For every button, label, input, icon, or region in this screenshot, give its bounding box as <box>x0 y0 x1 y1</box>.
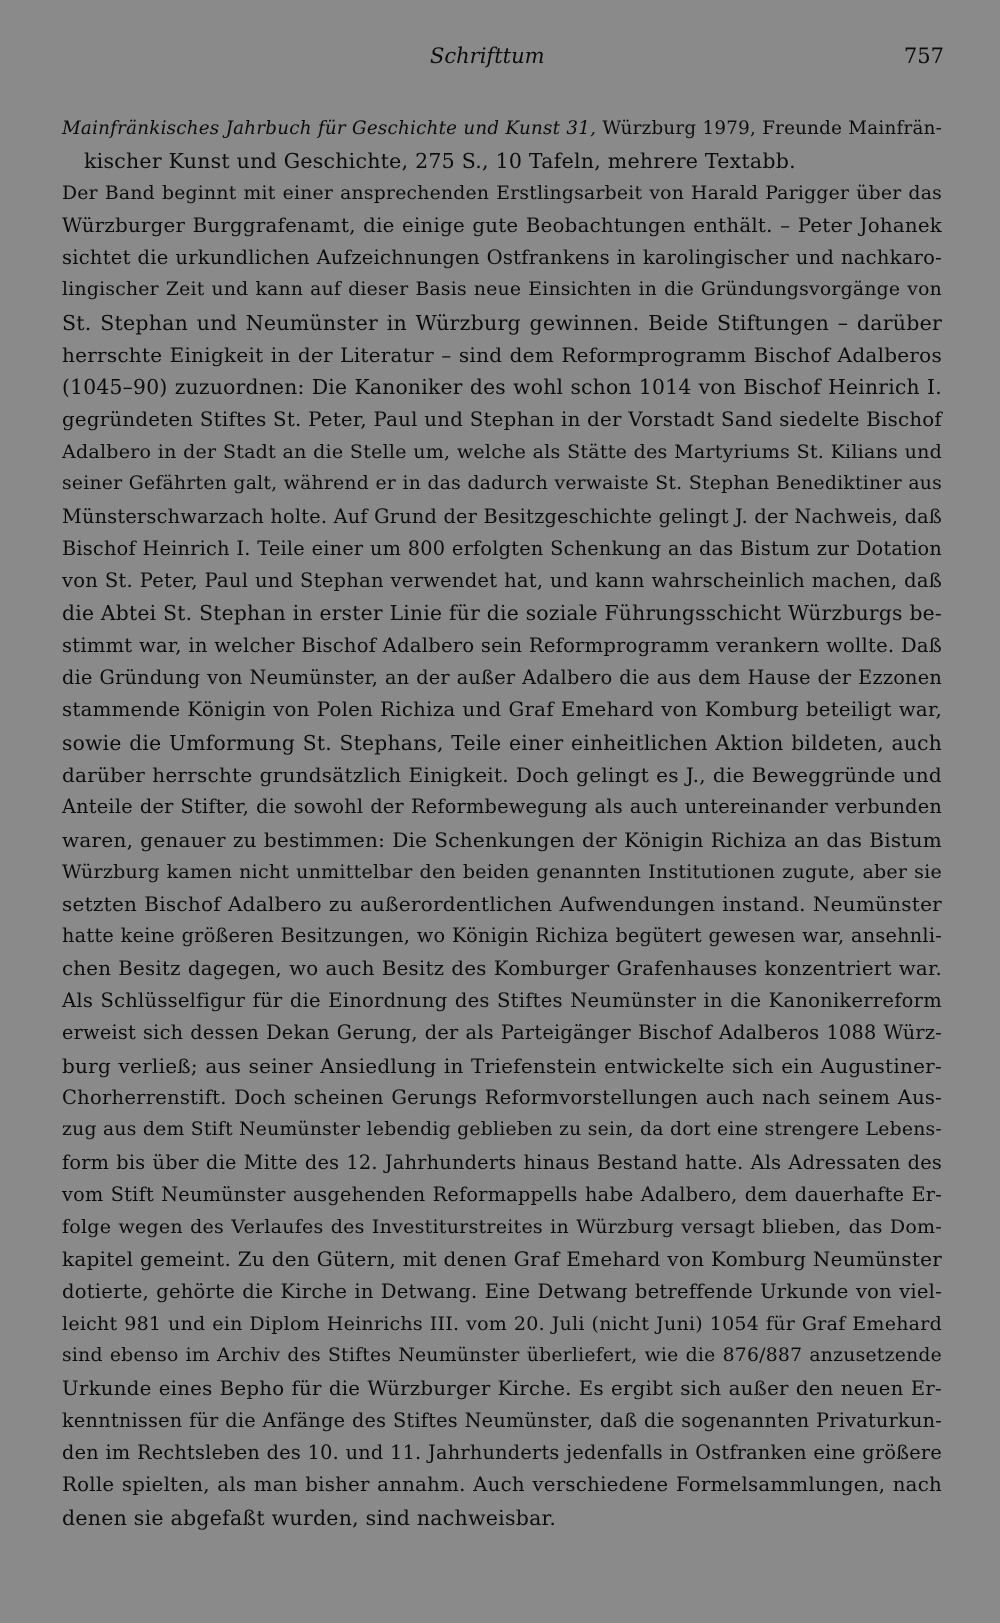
text-line: sowie die Umformung St. Stephans, Teile einer einheitlichen Aktion bildeten, auch <box>62 730 942 755</box>
text-line: burg verließ; aus seiner Ansiedlung in Triefenstein entwickelte sich ein Augustiner- <box>62 1053 942 1078</box>
text-line: Würzburg kamen nicht unmittelbar den beiden genannten Institutionen zugute, aber sie <box>62 860 942 883</box>
text-line: hatte keine größeren Besitzungen, wo Königin Richiza begütert gewesen war, ansehnli- <box>62 924 942 948</box>
citation-title: Mainfränkisches Jahrbuch für Geschichte und Kunst 31, <box>62 118 597 139</box>
text-line: kenntnissen für die Anfänge des Stiftes Neumünster, daß die sogenannten Privaturkun- <box>62 1408 942 1432</box>
text-line: chen Besitz dagegen, wo auch Besitz des Komburger Grafenhauses konzentriert war. <box>62 956 942 980</box>
text-line: Chorherrenstift. Doch scheinen Gerungs Reformvorstellungen auch nach seinem Aus- <box>62 1085 942 1109</box>
running-title: Schrifttum <box>430 44 545 68</box>
text-line: stammende Königin von Polen Richiza und Graf Emehard von Komburg beteiligt war, <box>62 698 942 722</box>
text-line: sichtet die urkundlichen Aufzeichnungen Ostfrankens in karolingischer und nachkaro- <box>62 246 942 270</box>
text-line: gegründeten Stiftes St. Peter, Paul und Stephan in der Vorstadt Sand siedelte Bischof <box>62 407 942 431</box>
text-line: Bischof Heinrich I. Teile einer um 800 erfolgten Schenkung an das Bistum zur Dotation <box>62 536 942 560</box>
text-line: Der Band beginnt mit einer ansprechenden Erstlingsarbeit von Harald Parigger über das <box>62 182 942 204</box>
text-line: waren, genauer zu bestimmen: Die Schenkungen der Königin Richiza an das Bistum <box>62 827 942 852</box>
text-line: stimmt war, in welcher Bischof Adalbero sein Reformprogramm verankern wollte. Daß <box>62 633 942 657</box>
text-line: kapitel gemeint. Zu den Gütern, mit denen Graf Emehard von Komburg Neumünster <box>62 1247 942 1272</box>
text-line: die Abtei St. Stephan in erster Linie für die soziale Führungsschicht Würzburgs be- <box>62 601 942 626</box>
text-line: die Gründung von Neumünster, an der außer Adalbero die aus dem Hause der Ezzonen <box>62 666 942 690</box>
text-line: sind ebenso im Archiv des Stiftes Neumünster überliefert, wie die 876/887 anzusetzende <box>62 1345 942 1367</box>
text-line: Anteile der Stifter, die sowohl der Reformbewegung als auch untereinander verbunden <box>62 795 942 819</box>
citation-line: kischer Kunst und Geschichte, 275 S., 10 Tafeln, mehrere Textabb. <box>84 149 796 174</box>
text-line: lingischer Zeit und kann auf dieser Basis neue Einsichten in die Gründungsvorgänge von <box>62 279 942 301</box>
text-line: folge wegen des Verlaufes des Investiturstreites in Würzburg versagt blieben, das Dom- <box>62 1216 942 1239</box>
body-text <box>62 113 942 1534</box>
text-line: den im Rechtsleben des 10. und 11. Jahrhunderts jedenfalls in Ostfranken eine größere <box>62 1441 942 1465</box>
text-line: vom Stift Neumünster ausgehenden Reformappells habe Adalbero, dem dauerhafte Er- <box>62 1182 942 1206</box>
text-line: von St. Peter, Paul und Stephan verwendet hat, und kann wahrscheinlich machen, daß <box>62 569 942 593</box>
text-line: zug aus dem Stift Neumünster lebendig geblieben zu sein, da dort eine strengere Lebens- <box>62 1119 942 1141</box>
text-line: Adalbero in der Stadt an die Stelle um, welche als Stätte des Martyriums St. Kilians und <box>62 440 942 463</box>
text-line: herrschte Einigkeit in der Literatur – sind dem Reformprogramm Bischof Adalberos <box>62 343 942 368</box>
text-line: St. Stephan und Neumünster in Würzburg gewinnen. Beide Stiftungen – darüber <box>62 310 942 335</box>
citation-line <box>62 113 942 145</box>
text-line: darüber herrschte grundsätzlich Einigkeit. Doch gelingt es J., die Beweggründe und <box>62 762 942 787</box>
text-line: Würzburger Burggrafenamt, die einige gute Beobachtungen enthält. – Peter Johanek <box>62 213 942 237</box>
page-number: 757 <box>903 44 944 68</box>
text-line: Als Schlüsselfigur für die Einordnung des Stiftes Neumünster in die Kanonikerreform <box>62 989 942 1013</box>
text-line: Münsterschwarzach holte. Auf Grund der Besitzgeschichte gelingt J. der Nachweis, daß <box>62 504 942 528</box>
running-head <box>0 44 1000 78</box>
text-line: erweist sich dessen Dekan Gerung, der als Parteigänger Bischof Adalberos 1088 Würz- <box>62 1021 942 1045</box>
text-line: form bis über die Mitte des 12. Jahrhunderts hinaus Bestand hatte. Als Adressaten des <box>62 1150 942 1174</box>
text-line: Urkunde eines Bepho für die Würzburger Kirche. Es ergibt sich außer den neuen Er- <box>62 1376 942 1400</box>
text-line: setzten Bischof Adalbero zu außerordentlichen Aufwendungen instand. Neumünster <box>62 892 942 917</box>
citation-details: Würzburg 1979, Freunde Mainfrän- <box>596 118 942 139</box>
text-line: seiner Gefährten galt, während er in das dadurch verwaiste St. Stephan Benediktiner aus <box>62 473 942 495</box>
text-line: Rolle spielten, als man bisher annahm. Auch verschiedene Formelsammlungen, nach <box>62 1473 942 1497</box>
text-line: dotierte, gehörte die Kirche in Detwang. Eine Detwang betreffende Urkunde von viel- <box>62 1279 942 1303</box>
text-line: denen sie abgefaßt wurden, sind nachweisbar. <box>62 1505 557 1530</box>
text-line: (1045–90) zuzuordnen: Die Kanoniker des wohl schon 1014 von Bischof Heinrich I. <box>62 375 942 400</box>
text-line: leicht 981 und ein Diplom Heinrichs III. vom 20. Juli (nicht Juni) 1054 für Graf Emehard <box>62 1312 942 1335</box>
